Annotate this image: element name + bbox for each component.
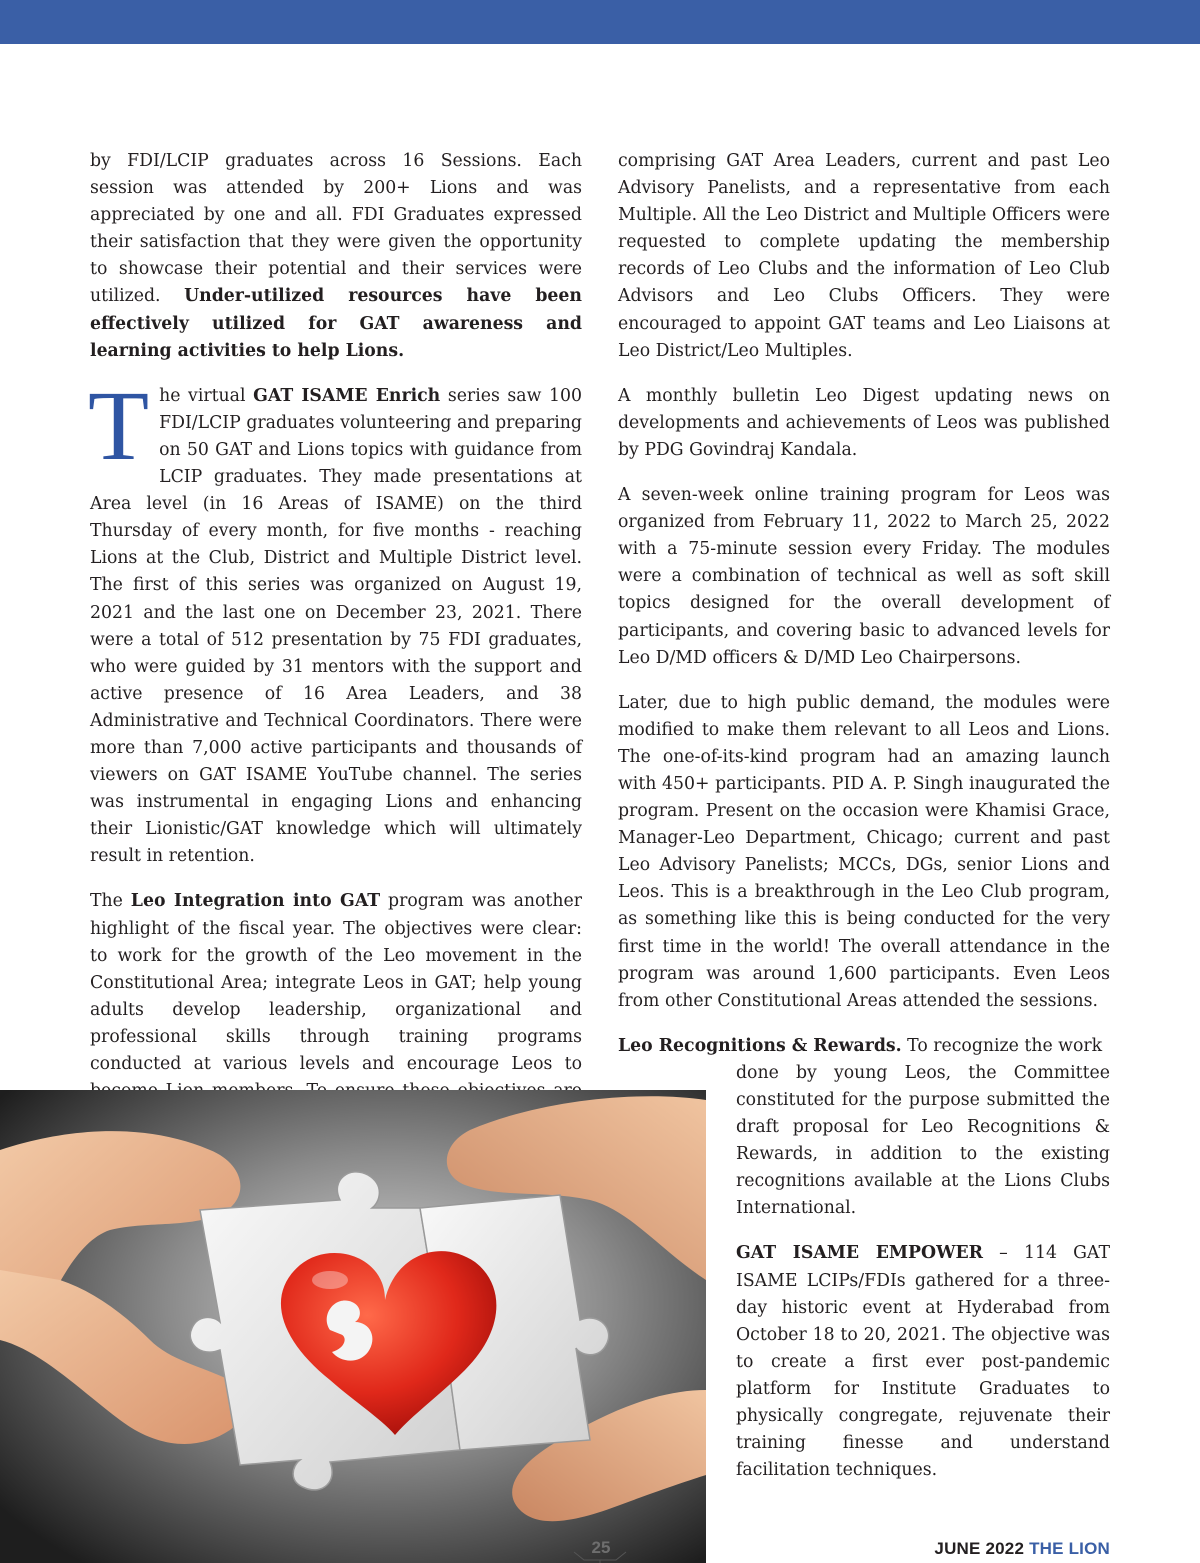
left-p1-text: by FDI/LCIP graduates across 16 Sessions. Each session was attended by 200+ Lions and was appreciated by one and all. FDI Graduates expressed their satisfaction that they were given the opportunity to showcase their potential and their services were utilized. (90, 151, 582, 307)
left-p2-text-a: he virtual (159, 385, 254, 406)
right-p5-first-line: To recognize the work (901, 1035, 1103, 1056)
right-paragraph-2: A monthly bulletin Leo Digest updating news on developments and achievements of Leos was published by PDG Govindraj Kandala. (618, 385, 1110, 460)
left-p3-text-a: The (90, 891, 131, 912)
left-p2-bold: GAT ISAME Enrich (253, 385, 441, 406)
issue-date: JUNE 2022 (934, 1539, 1025, 1558)
right-p6-text: – 114 GAT ISAME LCIPs/FDIs gathered for a three-day historic event at Hyderabad from October 18 to 20, 2021. The objective was to create a first ever post-pandemic platform for Institute Graduates to physically congregate, rejuvenate their training finesse and understand facilitation techniques. (736, 1243, 1110, 1481)
right-paragraph-5-rest: done by young Leos, the Committee constituted for the purpose submitted the draft proposal for Leo Recognitions & Rewards, in addition to the existing recognitions available at the Lions Clubs International. (736, 1062, 1110, 1219)
left-paragraph-1 (90, 148, 582, 365)
left-p3-bold: Leo Integration into GAT (130, 891, 381, 912)
right-paragraph-5-lead (618, 1033, 1110, 1060)
footer-issue (934, 1539, 1110, 1559)
right-paragraph-1: comprising GAT Area Leaders, current and past Leo Advisory Panelists, and a representative from each Multiple. All the Leo District and Multiple Officers were requested to complete updating the membership records of Leo Clubs and the information of Leo Club Advisors and Leo Clubs Officers. They were encouraged to appoint GAT teams and Leo Liaisons at Leo District/Leo Multiples. (618, 151, 1110, 361)
right-paragraph-4: Later, due to high public demand, the modules were modified to make them relevant to all Leos and Lions. The one-of-its-kind program had an amazing launch with 450+ participants. PID A. P. Singh inaugurated the program. Present on the occasion were Khamisi Grace, Manager-Leo Department, Chicago; current and past Leo Advisory Panelists; MCCs, DGs, senior Lions and Leos. This is a breakthrough in the Leo Club program, as something like this is being conducted for the very first time in the world! The overall attendance in the program was around 1,600 participants. Even Leos from other Constitutional Areas attended the sessions. (618, 692, 1110, 1011)
top-color-band (0, 0, 1200, 44)
right-paragraph-6 (736, 1240, 1110, 1484)
left-p3-text-b: program was another highlight of the fiscal year. The objectives were clear: to work for the growth of the Leo movement in the Constitutional Area; integrate Leos in GAT; help young adults develop leadership, organizational and professional skills through training programs conducted at various levels and encourage Leos to (90, 891, 582, 1074)
magazine-name: THE LION (1029, 1539, 1110, 1558)
page-number: 25 (591, 1538, 611, 1557)
right-p6-bold: GAT ISAME EMPOWER (736, 1243, 984, 1264)
drop-cap: T (88, 369, 150, 481)
puzzle-heart-photo (0, 1090, 706, 1563)
right-paragraph-3: A seven-week online training program for Leos was organized from February 11, 2022 to March 25, 2022 with a 75-minute session every Friday. The modules were a combination of technical as well as soft skill topics designed for the overall development of participants, and covering basic to advanced levels for Leo D/MD officers & D/MD Leo Chairpersons. (618, 485, 1110, 668)
left-paragraph-2 (88, 369, 582, 871)
heart-highlight (312, 1271, 348, 1289)
right-p5-bold: Leo Recognitions & Rewards. (618, 1035, 902, 1056)
left-p2-text-b: series saw 100 FDI/LCIP graduates volunteering and preparing on 50 GAT and Lions topics with guidance from LCIP graduates. They made presentations at Area level (in 16 Areas of ISAME) on the third Thursday of every month, for five months - reaching Lions at the Club, District and Multiple District level. The first of this series was organized on August 19, 2021 and the last one on December 23, 2021. There were a total of 512 presentation by 75 FDI graduates, who were guided by 31 mentors with the support and active presence of 16 Area Leaders, and 38 Administrative and Technical Coordinators. There were more than 7,000 active participants and thousands of viewers on GAT ISAME YouTube channel. The series was instrumental in engaging Lions and enhancing their Lionistic/GAT knowledge which will ultimately result in retention. (90, 385, 582, 867)
left-text-column (90, 148, 582, 1150)
left-p1-bold: Under-utilized resources have been effectively utilized for GAT awareness and learning activities to help Lions. (90, 286, 582, 361)
